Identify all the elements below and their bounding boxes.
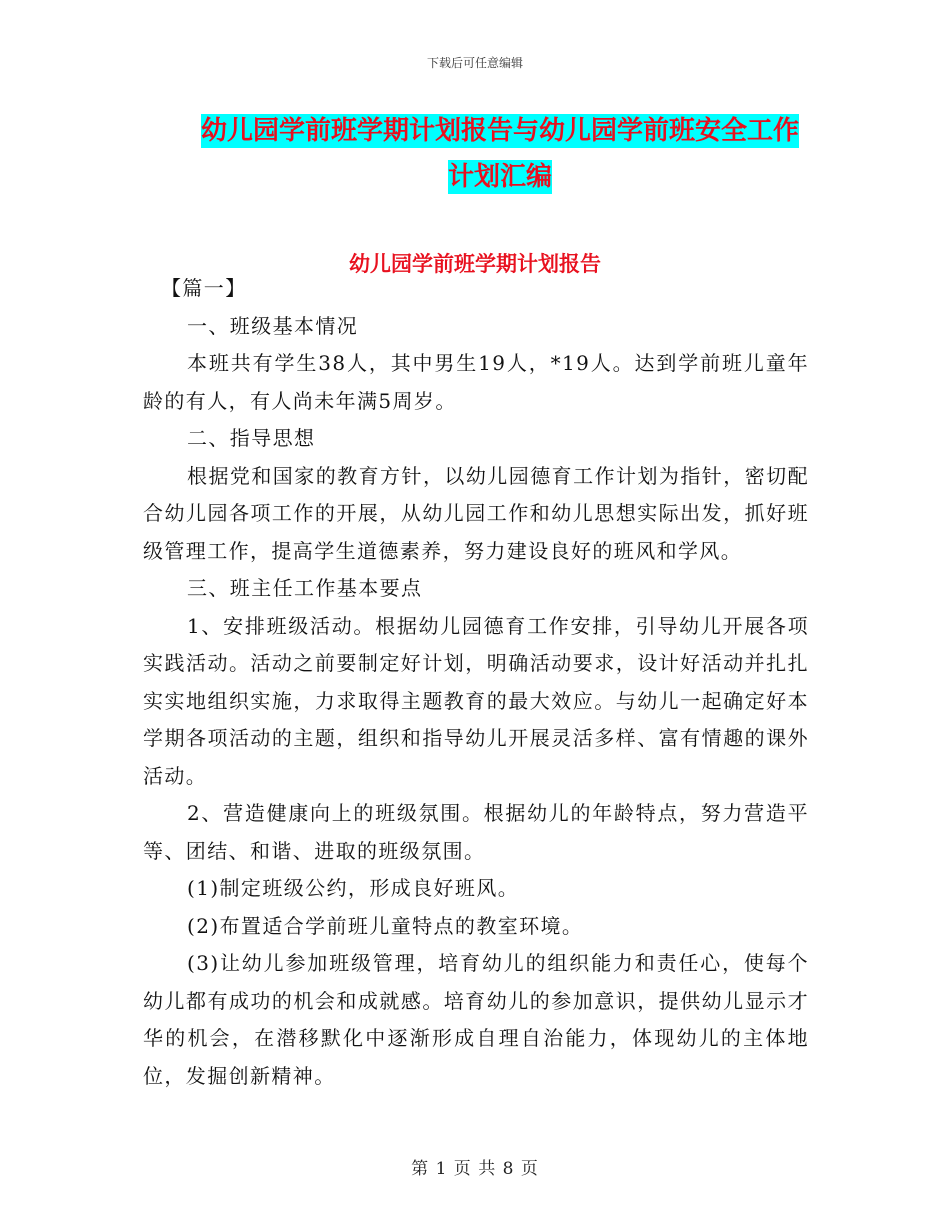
section-heading-2: 二、指导思想	[187, 426, 316, 450]
document-title	[140, 108, 860, 200]
body-paragraph: 本班共有学生38人，其中男生19人，*19人。达到学前班儿童年龄的有人，有人尚未年满5周岁。	[143, 351, 809, 413]
document-body	[143, 270, 809, 1095]
part-label: 【篇一】	[161, 276, 247, 300]
page-header-note: 下载后可任意编辑	[426, 56, 523, 70]
document-title-line-1: 幼儿园学前班学期计划报告与幼儿园学前班安全工作	[200, 116, 799, 146]
page-footer-indicator: 第 1 页 共 8 页	[411, 1159, 539, 1179]
document-subtitle: 幼儿园学前班学期计划报告	[349, 252, 601, 276]
list-item: (1)制定班级公约，形成良好班风。	[187, 876, 520, 900]
document-title-line-2: 计划汇编	[447, 162, 552, 192]
list-item: (2)布置适合学前班儿童特点的教室环境。	[187, 913, 584, 938]
section-heading-3: 三、班主任工作基本要点	[187, 576, 423, 600]
body-paragraph: 根据党和国家的教育方针，以幼儿园德育工作计划为指针，密切配合幼儿园各项工作的开展，从幼儿园工作和幼儿思想实际出发，抓好班级管理工作，提高学生道德素养，努力建设良好的班风和学风。	[143, 463, 809, 563]
section-heading-1: 一、班级基本情况	[187, 313, 359, 338]
body-paragraph: 2、营造健康向上的班级氛围。根据幼儿的年龄特点，努力营造平等、团结、和谐、进取的班级氛围。	[143, 801, 809, 863]
body-paragraph: 1、安排班级活动。根据幼儿园德育工作安排，引导幼儿开展各项实践活动。活动之前要制定好计划，明确活动要求，设计好活动并扎扎实实地组织实施，力求取得主题教育的最大效应。与幼儿一起确定好本学期各项活动的主题，组织和指导幼儿开展灵活多样、富有情趣的课外活动。	[143, 613, 809, 788]
list-item: (3)让幼儿参加班级管理，培育幼儿的组织能力和责任心，使每个幼儿都有成功的机会和成就感。培育幼儿的参加意识，提供幼儿显示才华的机会，在潜移默化中逐渐形成自理自治能力，体现幼儿的主体地位，发掘创新精神。	[143, 951, 809, 1088]
